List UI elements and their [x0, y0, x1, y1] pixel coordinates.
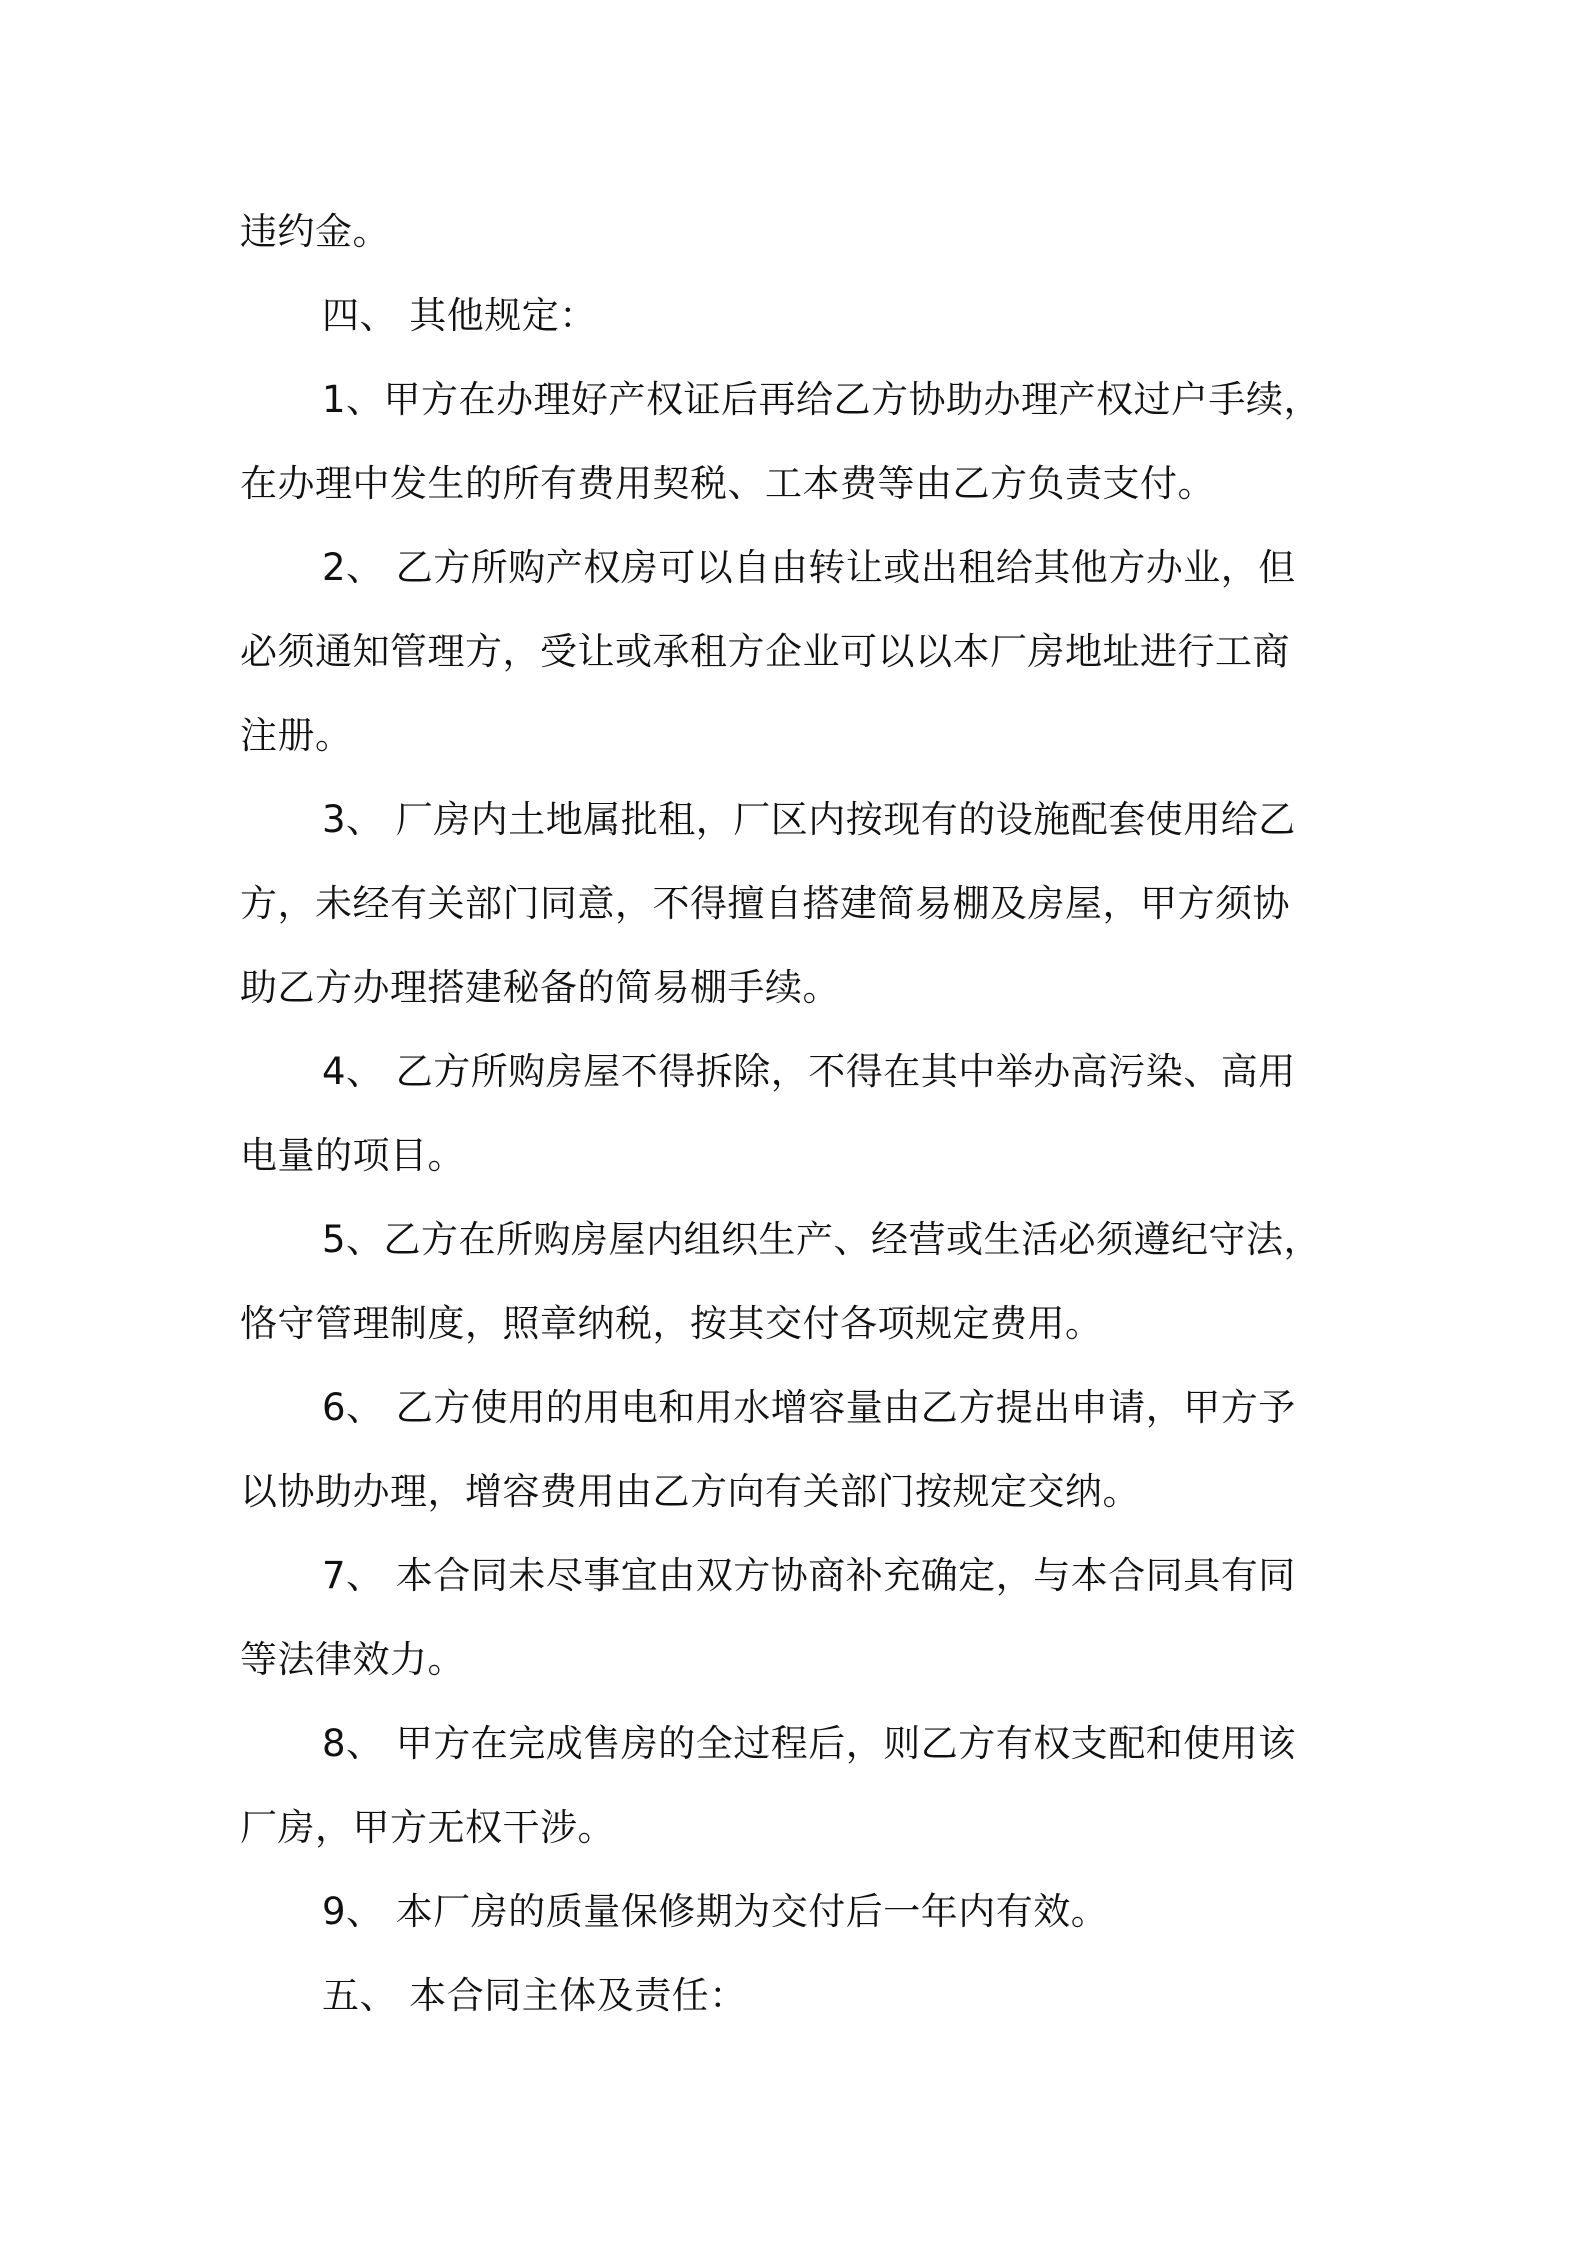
text-line: 方，未经有关部门同意，不得擅自搭建简易棚及房屋，甲方须协 — [240, 882, 1290, 925]
clause-line: 9、 本厂房的质量保修期为交付后一年内有效。 — [322, 1890, 1109, 1933]
clause-line: 6、 乙方使用的用电和用水增容量由乙方提出申请，甲方予 — [322, 1386, 1296, 1429]
document-body — [240, 190, 1366, 2038]
text-line: 以协助办理，增容费用由乙方向有关部门按规定交纳。 — [240, 1470, 1140, 1513]
clause-line: 5、乙方在所购房屋内组织生产、经营或生活必须遵纪守法， — [322, 1218, 1322, 1261]
text-line: 必须通知管理方，受让或承租方企业可以以本厂房地址进行工商 — [240, 630, 1290, 673]
clause-line: 1、甲方在办理好产权证后再给乙方协助办理产权过户手续， — [322, 378, 1322, 421]
clause-line: 8、 甲方在完成售房的全过程后，则乙方有权支配和使用该 — [322, 1722, 1296, 1765]
section-heading: 五、 本合同主体及责任： — [322, 1974, 747, 2017]
text-line: 违约金。 — [240, 210, 390, 253]
text-line: 助乙方办理搭建秘备的简易棚手续。 — [240, 966, 840, 1009]
clause-line: 4、 乙方所购房屋不得拆除，不得在其中举办高污染、高用 — [322, 1050, 1296, 1093]
clause-line: 7、 本合同未尽事宜由双方协商补充确定，与本合同具有同 — [322, 1554, 1296, 1597]
text-line: 注册。 — [240, 714, 353, 757]
section-heading: 四、 其他规定： — [322, 294, 597, 337]
clause-line: 2、 乙方所购产权房可以自由转让或出租给其他方办业，但 — [322, 546, 1296, 589]
text-line: 等法律效力。 — [240, 1638, 465, 1681]
text-line: 恪守管理制度，照章纳税，按其交付各项规定费用。 — [240, 1302, 1103, 1345]
text-line: 厂房，甲方无权干涉。 — [240, 1806, 615, 1849]
text-line: 电量的项目。 — [240, 1134, 465, 1177]
clause-line: 3、 厂房内土地属批租，厂区内按现有的设施配套使用给乙 — [322, 798, 1296, 841]
text-line: 在办理中发生的所有费用契税、工本费等由乙方负责支付。 — [240, 462, 1215, 505]
